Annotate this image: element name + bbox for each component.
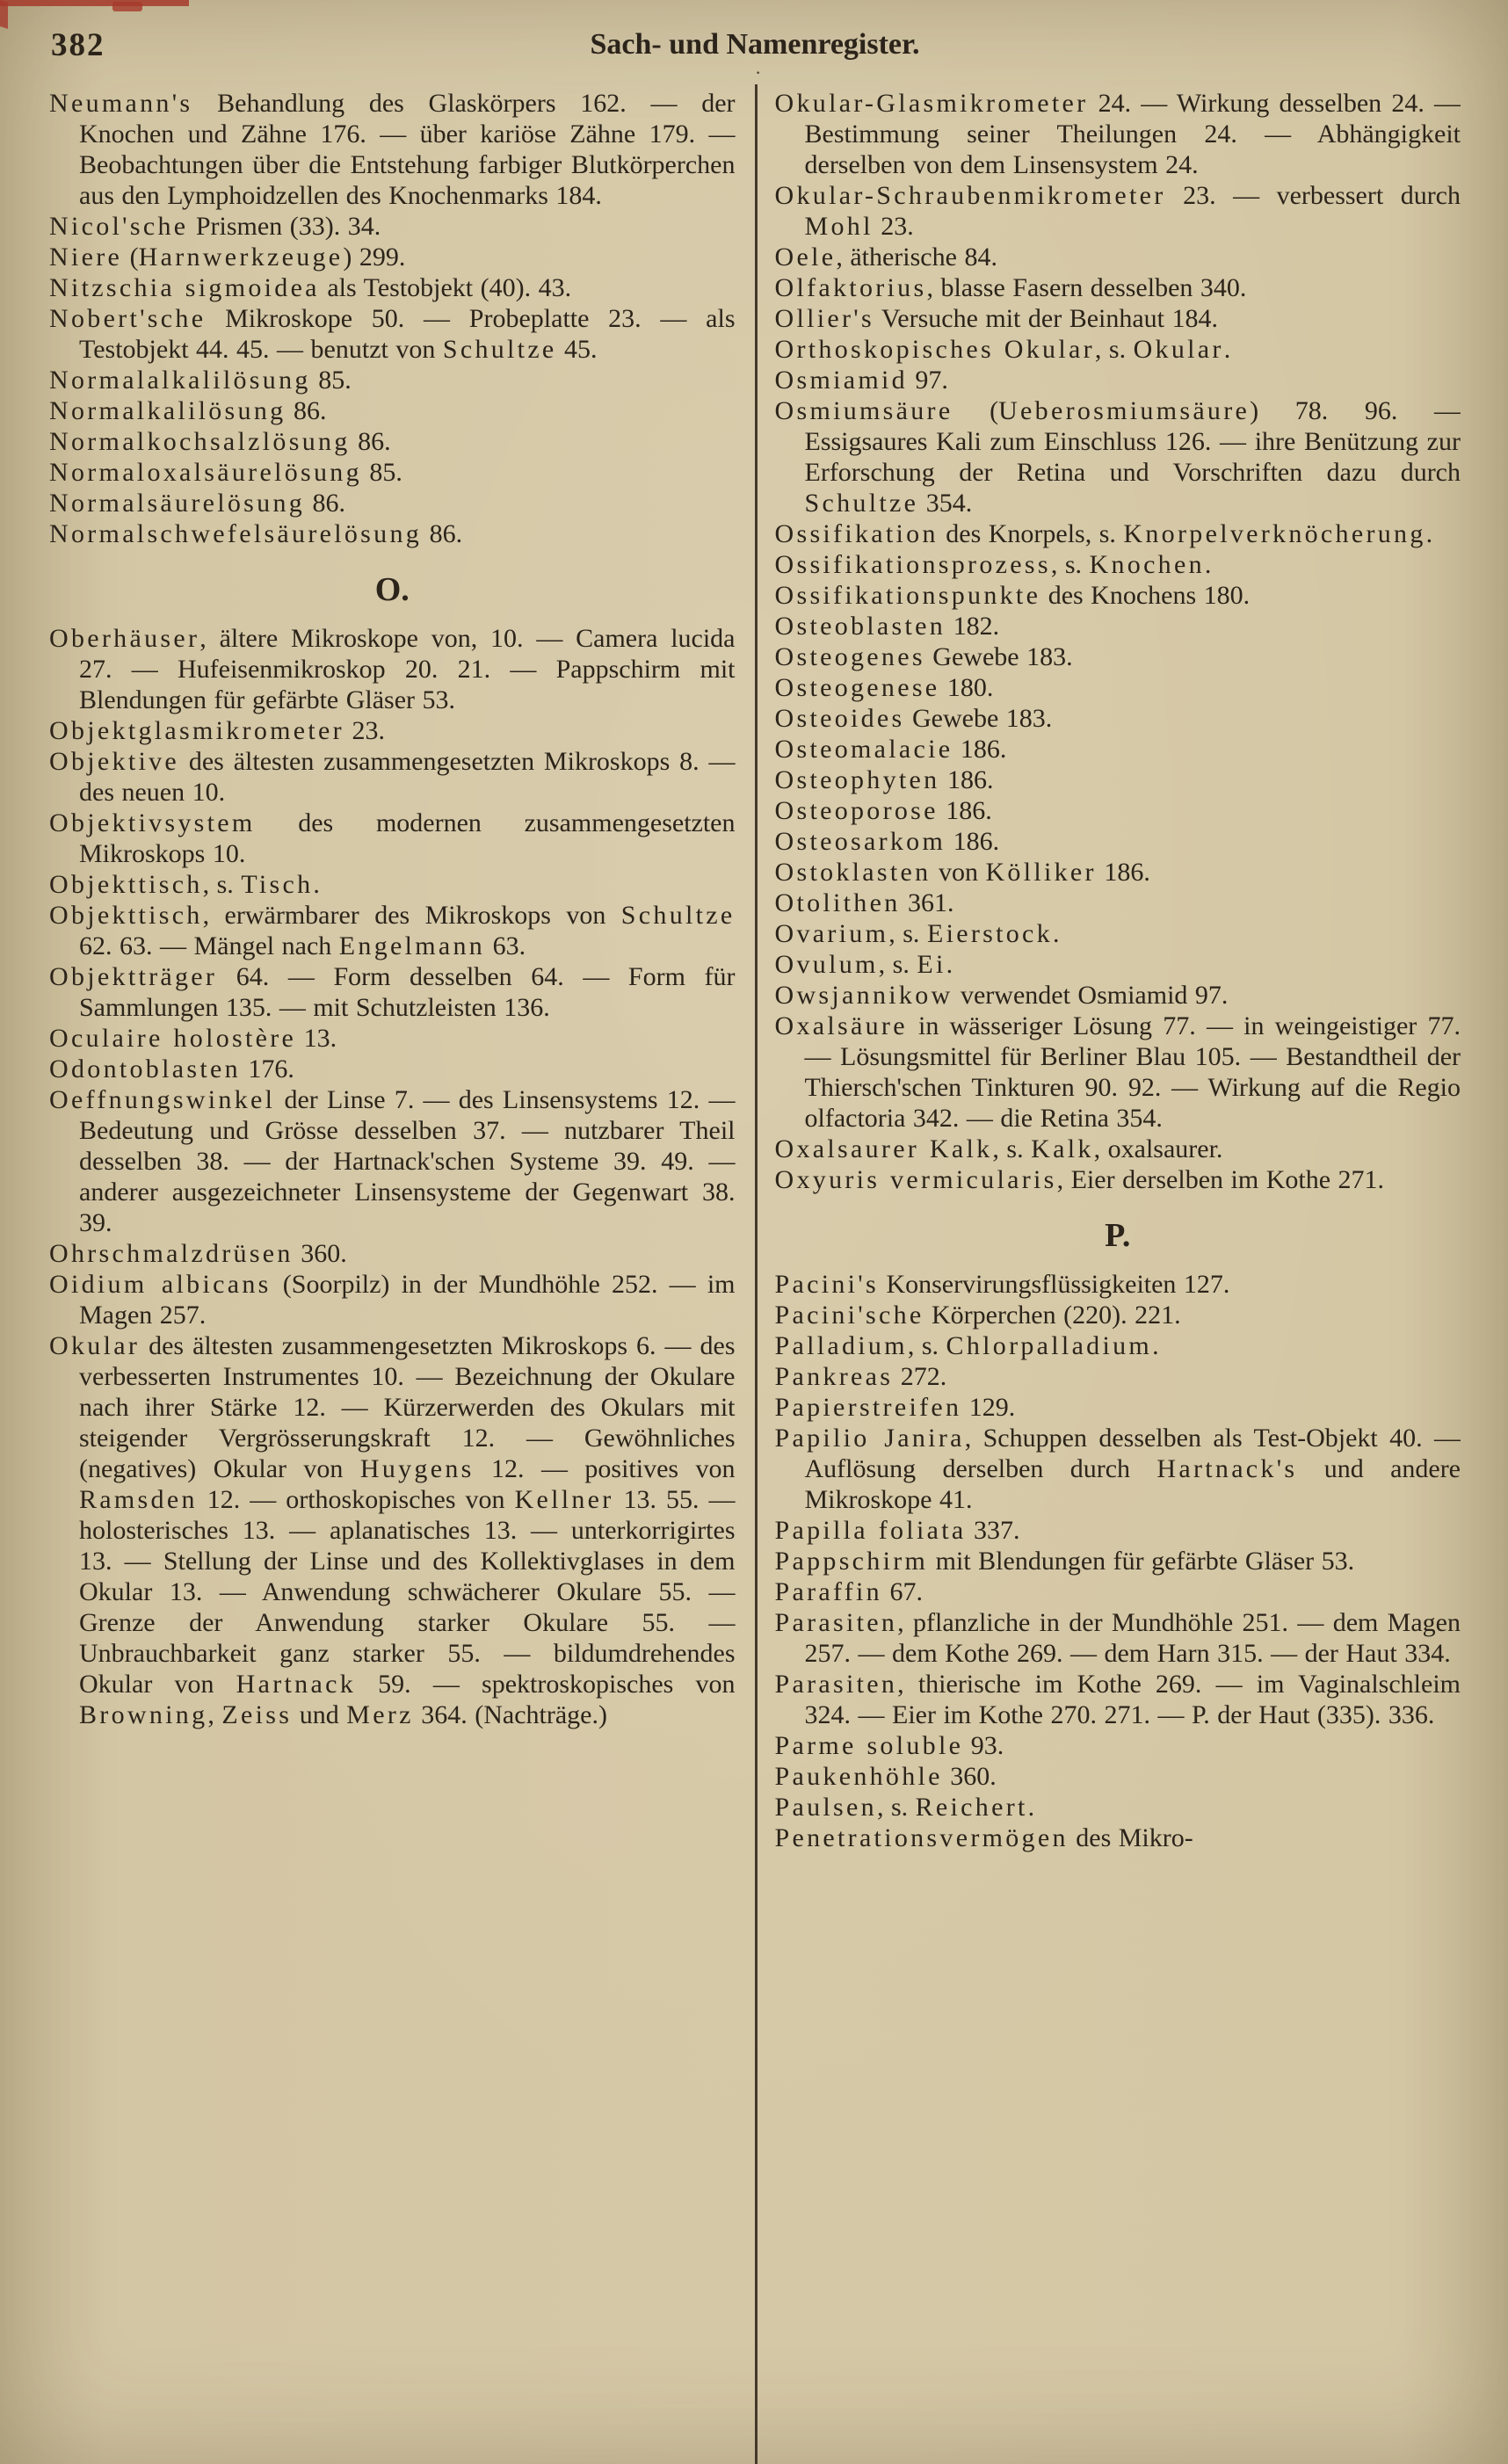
entry-text: . xyxy=(1204,550,1212,579)
entry-text: und andere Mikroskope 41. xyxy=(804,1454,1461,1514)
entry-text: 13. xyxy=(296,1024,337,1053)
entry-text: und xyxy=(292,1700,347,1729)
entry-headword: Kölliker xyxy=(985,858,1097,887)
entry-headword: Normalkochsalzlösung xyxy=(49,427,351,456)
index-entry xyxy=(775,888,1461,918)
entry-text: Behandlung des Glaskörpers 162. — der Knochen und Zähne 176. — über kariöse Zähne 179. — Beobachtungen über die Entstehung farbiger Blutkörperchen aus den Lymphoidzellen des Knochenmarks 184. xyxy=(79,89,736,210)
page-header xyxy=(49,21,1461,83)
entry-text: 59. — spektroskopisches von xyxy=(356,1670,736,1699)
entry-text: 24. — Wirkung desselben 24. — Bestimmung seiner Theilungen 24. — Abhängigkeit derselben von dem Linsensystem 24. xyxy=(804,89,1461,179)
index-columns xyxy=(49,84,1461,2464)
entry-headword: Schultze xyxy=(620,901,736,930)
entry-headword: Paraffin xyxy=(774,1577,882,1606)
index-entry xyxy=(49,395,736,426)
entry-headword: Pappschirm xyxy=(774,1547,929,1576)
entry-headword: Otolithen xyxy=(774,888,901,917)
page-title: Sach- und Namenregister. xyxy=(590,28,920,61)
entry-text: , s. xyxy=(907,1331,946,1360)
index-entry xyxy=(775,1515,1461,1546)
scan-artifact-red-corner xyxy=(0,0,8,29)
entry-headword: Kalk xyxy=(1031,1134,1094,1163)
scan-artifact-red-blot xyxy=(112,2,142,11)
entry-text: 12. — orthoskopisches von xyxy=(197,1485,515,1514)
entry-headword: Okular xyxy=(1133,335,1224,364)
entry-text: 45. xyxy=(556,335,598,364)
entry-headword: Knochen xyxy=(1089,550,1205,579)
entry-text: Gewebe 183. xyxy=(904,704,1053,733)
entry-text: . xyxy=(1052,919,1060,948)
entry-text: 85. xyxy=(310,366,352,395)
index-entry xyxy=(49,365,736,395)
index-entry xyxy=(775,857,1461,888)
entry-text: 186. xyxy=(938,796,992,825)
entry-headword: Osmiumsäure xyxy=(774,396,953,425)
index-entry xyxy=(49,1330,736,1730)
entry-text: . xyxy=(1425,519,1433,548)
entry-text: ) 78. 96. — Essigsaures Kali zum Einschluss 126. — ihre Benützung zur Erforschung der Retina und Vorschriften dazu durch xyxy=(804,396,1461,487)
entry-headword: Knorpelverknöcherung xyxy=(1123,519,1426,548)
index-entry xyxy=(49,426,736,457)
entry-headword: Ohrschmalzdrüsen xyxy=(49,1239,294,1268)
entry-text: 354. xyxy=(918,489,973,518)
entry-text: des Knochens 180. xyxy=(1040,581,1251,610)
entry-headword: Objekttisch xyxy=(49,901,203,930)
index-entry xyxy=(775,1300,1461,1330)
index-entry xyxy=(775,1330,1461,1361)
entry-headword: Tisch xyxy=(241,870,314,899)
entry-text: . xyxy=(946,950,953,979)
entry-text: , xyxy=(207,1700,222,1729)
entry-text: 337. xyxy=(966,1516,1020,1545)
index-entry xyxy=(49,272,736,303)
entry-headword: Harnwerkzeuge xyxy=(138,243,344,272)
entry-text: , thierische im Kothe 269. — im Vaginalschleim 324. — Eier im Kothe 270. 271. — P. der Haut (335). 336. xyxy=(804,1670,1461,1729)
entry-text: , Schuppen desselben als Test-Objekt 40. — Auflösung derselben durch xyxy=(804,1424,1461,1483)
entry-text: Konservirungsflüssigkeiten 127. xyxy=(878,1270,1230,1299)
entry-text: 62. 63. — Mängel nach xyxy=(79,931,339,960)
index-entry xyxy=(775,734,1461,765)
index-entry xyxy=(49,242,736,272)
entry-text: des Mikro- xyxy=(1068,1823,1193,1852)
entry-headword: Okular-Schraubenmikrometer xyxy=(774,181,1166,210)
index-entry xyxy=(775,1761,1461,1792)
entry-text: 86. xyxy=(286,396,327,425)
entry-headword: Pacini'sche xyxy=(774,1301,924,1330)
index-entry xyxy=(49,869,736,900)
entry-headword: Ueberosmiumsäure xyxy=(998,396,1251,425)
entry-headword: Normaloxalsäurelösung xyxy=(49,458,362,487)
index-entry xyxy=(49,303,736,365)
entry-text: 64. — Form desselben 64. — Form für Sammlungen 135. — mit Schutzleisten 136. xyxy=(79,962,736,1022)
entry-text: ) 299. xyxy=(343,243,406,272)
entry-headword: Ollier's xyxy=(774,304,874,333)
section-header: P. xyxy=(1105,1217,1131,1254)
entry-text: 86. xyxy=(422,519,463,548)
index-entry xyxy=(49,1084,736,1238)
entry-headword: Neumann's xyxy=(49,89,193,118)
entry-text: . xyxy=(1027,1793,1035,1822)
entry-headword: Objekttisch xyxy=(49,870,203,899)
entry-headword: Objektive xyxy=(49,747,180,776)
entry-text: verwendet Osmiamid 97. xyxy=(953,981,1229,1010)
entry-text: 12. — positives von xyxy=(474,1454,736,1483)
entry-headword: Normalalkalilösung xyxy=(49,366,311,395)
entry-text: Prismen (33). 34. xyxy=(188,212,381,241)
index-entry xyxy=(775,672,1461,703)
index-entry xyxy=(775,518,1461,549)
entry-text: 129. xyxy=(961,1393,1016,1422)
entry-headword: Engelmann xyxy=(338,931,486,960)
entry-headword: Oberhäuser xyxy=(49,624,200,653)
entry-headword: Odontoblasten xyxy=(49,1054,241,1083)
entry-text: Körperchen (220). 221. xyxy=(924,1301,1181,1330)
entry-headword: Schultze xyxy=(442,335,557,364)
entry-headword: Normalsäurelösung xyxy=(49,489,306,518)
section-header: O. xyxy=(374,571,410,608)
entry-headword: Pacini's xyxy=(774,1270,879,1299)
entry-headword: Mohl xyxy=(804,212,874,241)
header-ornament-dot: · xyxy=(755,62,762,83)
index-entry xyxy=(775,980,1461,1011)
entry-headword: Huygens xyxy=(359,1454,475,1483)
entry-headword: Osteoporose xyxy=(774,796,939,825)
entry-headword: Osteosarkom xyxy=(774,827,946,856)
entry-text: der Linse 7. — des Linsensystems 12. — Bedeutung und Grösse desselben 37. — nutzbarer Theil desselben 38. — der Hartnack'schen Systeme 39. 49. — anderer ausgezeichneter Linsensysteme der Gegenwart 38. 39. xyxy=(79,1085,736,1237)
entry-text: 186. xyxy=(946,827,1000,856)
entry-text: , s. xyxy=(992,1134,1032,1163)
entry-text: Mikroskope 50. — Probeplatte 23. — als Testobjekt 44. 45. — benutzt von xyxy=(79,304,736,364)
index-entry xyxy=(49,457,736,488)
entry-headword: Osteoides xyxy=(774,704,905,733)
entry-text: , s. xyxy=(878,950,917,979)
entry-text: , pflanzliche in der Mundhöhle 251. — dem Magen 257. — dem Kothe 269. — dem Harn 315. — der Haut 334. xyxy=(804,1608,1461,1668)
entry-headword: Oeffnungswinkel xyxy=(49,1085,276,1114)
entry-text: . xyxy=(1223,335,1231,364)
entry-headword: Chlorpalladium xyxy=(946,1331,1153,1360)
entry-text: von xyxy=(931,858,986,887)
entry-headword: Osmiamid xyxy=(774,366,908,395)
entry-text: in wässeriger Lösung 77. — in weingeistiger 77. — Lösungsmittel für Berliner Blau 105. — Bestandtheil der Thiersch'schen Tinkturen 90. 92. — Wirkung auf die Regio olfactoria 342. — die Retina 354. xyxy=(804,1011,1461,1133)
entry-text: 361. xyxy=(900,888,954,917)
entry-text: 63. xyxy=(485,931,526,960)
index-entry xyxy=(775,641,1461,672)
entry-text: 67. xyxy=(881,1577,923,1606)
index-entry xyxy=(775,1730,1461,1761)
index-entry xyxy=(775,365,1461,395)
entry-text: , s. xyxy=(1094,335,1134,364)
entry-headword: Nitzschia sigmoidea xyxy=(49,273,320,302)
entry-text: , Eier derselben im Kothe 271. xyxy=(1056,1165,1385,1194)
entry-text: 364. (Nachträge.) xyxy=(413,1700,607,1729)
page-number: 382 xyxy=(51,27,105,63)
entry-headword: Okular xyxy=(49,1331,141,1360)
entry-text: . xyxy=(313,870,320,899)
index-entry xyxy=(775,1164,1461,1195)
index-entry xyxy=(775,1269,1461,1300)
index-entry xyxy=(49,808,736,869)
entry-headword: Hartnack xyxy=(236,1670,356,1699)
entry-text: des ältesten zusammengesetzten Mikroskops 8. — des neuen 10. xyxy=(79,747,736,807)
entry-headword: Oxalsaurer Kalk xyxy=(774,1134,993,1163)
entry-headword: Objektglasmikrometer xyxy=(49,716,344,745)
entry-headword: Ossifikationspunkte xyxy=(774,581,1041,610)
entry-text: , erwärmbarer des Mikroskops von xyxy=(202,901,621,930)
index-entry xyxy=(49,746,736,808)
entry-text: , blasse Fasern desselben 340. xyxy=(926,273,1247,302)
index-entry xyxy=(775,549,1461,580)
index-entry xyxy=(775,303,1461,334)
entry-text: des Knorpels, s. xyxy=(938,519,1124,548)
entry-headword: Niere xyxy=(49,243,123,272)
entry-text: 86. xyxy=(305,489,346,518)
entry-text: 23. xyxy=(344,716,385,745)
index-entry xyxy=(775,765,1461,795)
entry-text: , s. xyxy=(202,870,242,899)
entry-text: 93. xyxy=(963,1731,1004,1760)
entry-text: (Soorpilz) in der Mundhöhle 252. — im Magen 257. xyxy=(79,1270,736,1330)
entry-headword: Papierstreifen xyxy=(774,1393,962,1422)
entry-headword: Merz xyxy=(346,1700,414,1729)
entry-text: 85. xyxy=(361,458,402,487)
entry-headword: Schultze xyxy=(804,489,919,518)
entry-headword: Normalkalilösung xyxy=(49,396,286,425)
entry-text: ( xyxy=(953,396,999,425)
entry-headword: Objektivsystem xyxy=(49,808,256,837)
entry-headword: Palladium xyxy=(774,1331,908,1360)
entry-headword: Pankreas xyxy=(774,1362,894,1391)
index-entry xyxy=(775,334,1461,365)
entry-headword: Ossifikation xyxy=(774,519,939,548)
entry-text: des modernen zusammengesetzten Mikroskops 10. xyxy=(79,808,736,868)
entry-text: 176. xyxy=(240,1054,294,1083)
index-entry xyxy=(775,1792,1461,1823)
index-entry xyxy=(775,1823,1461,1853)
entry-headword: Oxalsäure xyxy=(774,1011,908,1040)
entry-headword: Objektträger xyxy=(49,962,218,991)
index-entry xyxy=(775,1669,1461,1730)
entry-headword: Papilio Janira xyxy=(774,1424,965,1453)
entry-headword: Reichert xyxy=(915,1793,1028,1822)
entry-text: 180. xyxy=(939,673,994,702)
entry-headword: Nicol'sche xyxy=(49,212,189,241)
entry-headword: Ramsden xyxy=(79,1485,198,1514)
index-entry xyxy=(49,211,736,242)
index-entry xyxy=(49,1023,736,1054)
scan-artifact-red-top-streak xyxy=(0,0,189,6)
index-entry xyxy=(775,395,1461,518)
index-entry xyxy=(775,795,1461,826)
index-entry xyxy=(49,518,736,549)
entry-text: 13. 55. — holosterisches 13. — aplanatisches 13. — unterkorrigirtes 13. — Stellung der Linse und des Kollektivglases in dem Okular 13. — Anwendung schwächerer Okulare 55. — Grenze der Anwendung starker Okulare 55. — Unbrauchbarkeit ganz starker 55. — bildumdrehendes Okular von xyxy=(79,1485,736,1699)
entry-headword: Osteogenese xyxy=(774,673,940,702)
index-entry xyxy=(775,918,1461,949)
entry-headword: Ei xyxy=(917,950,946,979)
entry-text: ( xyxy=(122,243,139,272)
entry-text: . xyxy=(1152,1331,1159,1360)
entry-headword: Ovarium xyxy=(774,919,889,948)
entry-headword: Parme soluble xyxy=(774,1731,964,1760)
column-divider-rule xyxy=(755,84,758,2464)
index-entry xyxy=(775,1576,1461,1607)
index-entry xyxy=(775,949,1461,980)
entry-text: , s. xyxy=(1050,550,1090,579)
entry-headword: Nobert'sche xyxy=(49,304,207,333)
entry-headword: Osteoblasten xyxy=(774,612,946,641)
entry-headword: Hartnack's xyxy=(1156,1454,1298,1483)
entry-headword: Oxyuris vermicularis xyxy=(774,1165,1057,1194)
index-entry xyxy=(775,703,1461,734)
entry-headword: Oidium albicans xyxy=(49,1270,272,1299)
entry-headword: Paulsen xyxy=(774,1793,877,1822)
index-entry xyxy=(49,488,736,518)
entry-text: 182. xyxy=(946,612,1000,641)
entry-headword: Zeiss xyxy=(221,1700,293,1729)
index-entry xyxy=(49,961,736,1023)
index-entry xyxy=(775,242,1461,272)
entry-headword: Ossifikationsprozess xyxy=(774,550,1051,579)
entry-headword: Okular-Glasmikrometer xyxy=(774,89,1089,118)
entry-text: 272. xyxy=(893,1362,947,1391)
index-entry xyxy=(775,1607,1461,1669)
entry-text: , ältere Mikroskope von, 10. — Camera lucida 27. — Hufeisenmikroskop 20. 21. — Pappschirm mit Blendungen für gefärbte Gläser 53. xyxy=(79,624,736,714)
entry-text: , s. xyxy=(876,1793,916,1822)
entry-text: Gewebe 183. xyxy=(924,642,1073,671)
entry-text: Versuche mit der Beinhaut 184. xyxy=(874,304,1218,333)
entry-headword: Normalschwefelsäurelösung xyxy=(49,519,423,548)
entry-text: mit Blendungen für gefärbte Gläser 53. xyxy=(928,1547,1355,1576)
entry-text: , ätherische 84. xyxy=(836,243,997,272)
entry-headword: Paukenhöhle xyxy=(774,1762,943,1791)
index-entry xyxy=(49,623,736,715)
index-entry xyxy=(775,1423,1461,1515)
entry-headword: Eierstock xyxy=(926,919,1053,948)
entry-headword: Browning xyxy=(79,1700,208,1729)
index-entry xyxy=(49,1238,736,1269)
index-entry xyxy=(775,180,1461,242)
entry-text: , oxalsaurer. xyxy=(1093,1134,1223,1163)
entry-headword: Orthoskopisches Okular xyxy=(774,335,1095,364)
entry-headword: Parasiten xyxy=(774,1670,898,1699)
entry-headword: Osteomalacie xyxy=(774,735,953,764)
entry-text: 23. — verbessert durch xyxy=(1165,181,1461,210)
entry-headword: Oele xyxy=(774,243,837,272)
entry-headword: Papilla foliata xyxy=(774,1516,967,1545)
index-entry xyxy=(775,272,1461,303)
index-entry xyxy=(775,826,1461,857)
entry-headword: Oculaire holostère xyxy=(49,1024,297,1053)
index-entry xyxy=(775,1011,1461,1134)
index-entry xyxy=(775,611,1461,641)
entry-headword: Osteophyten xyxy=(774,765,940,794)
entry-text: 86. xyxy=(350,427,391,456)
entry-text: 186. xyxy=(953,735,1007,764)
index-entry xyxy=(775,1361,1461,1392)
index-entry xyxy=(49,900,736,961)
entry-headword: Olfaktorius xyxy=(774,273,927,302)
entry-headword: Parasiten xyxy=(774,1608,898,1637)
entry-headword: Penetrationsvermögen xyxy=(774,1823,1069,1852)
left-column xyxy=(49,84,736,2464)
index-entry xyxy=(775,1546,1461,1576)
index-entry xyxy=(775,1134,1461,1164)
index-entry xyxy=(775,580,1461,611)
entry-headword: Ovulum xyxy=(774,950,879,979)
entry-text: des ältesten zusammengesetzten Mikroskops 6. — des verbesserten Instrumentes 10. — Bezeichnung der Okulare nach ihrer Stärke 12. — Kürzerwerden des Okulars mit steigender Vergrösserungskraft 12. — Gewöhnliches (negatives) Okular von xyxy=(79,1331,736,1483)
right-column xyxy=(775,84,1461,2464)
entry-text: 97. xyxy=(907,366,948,395)
entry-headword: Kellner xyxy=(514,1485,614,1514)
index-entry xyxy=(775,88,1461,180)
index-entry xyxy=(775,1392,1461,1423)
entry-text: als Testobjekt (40). 43. xyxy=(319,273,572,302)
index-entry xyxy=(49,1054,736,1084)
index-entry xyxy=(49,715,736,746)
index-entry xyxy=(49,88,736,211)
entry-text: 360. xyxy=(293,1239,347,1268)
entry-headword: Owsjannikow xyxy=(774,981,953,1010)
index-entry xyxy=(49,1269,736,1330)
entry-text: 23. xyxy=(873,212,914,241)
entry-headword: Ostoklasten xyxy=(774,858,932,887)
entry-text: , s. xyxy=(888,919,927,948)
entry-text: 360. xyxy=(942,1762,997,1791)
entry-headword: Osteogenes xyxy=(774,642,925,671)
entry-text: 186. xyxy=(939,765,994,794)
entry-text: 186. xyxy=(1096,858,1150,887)
